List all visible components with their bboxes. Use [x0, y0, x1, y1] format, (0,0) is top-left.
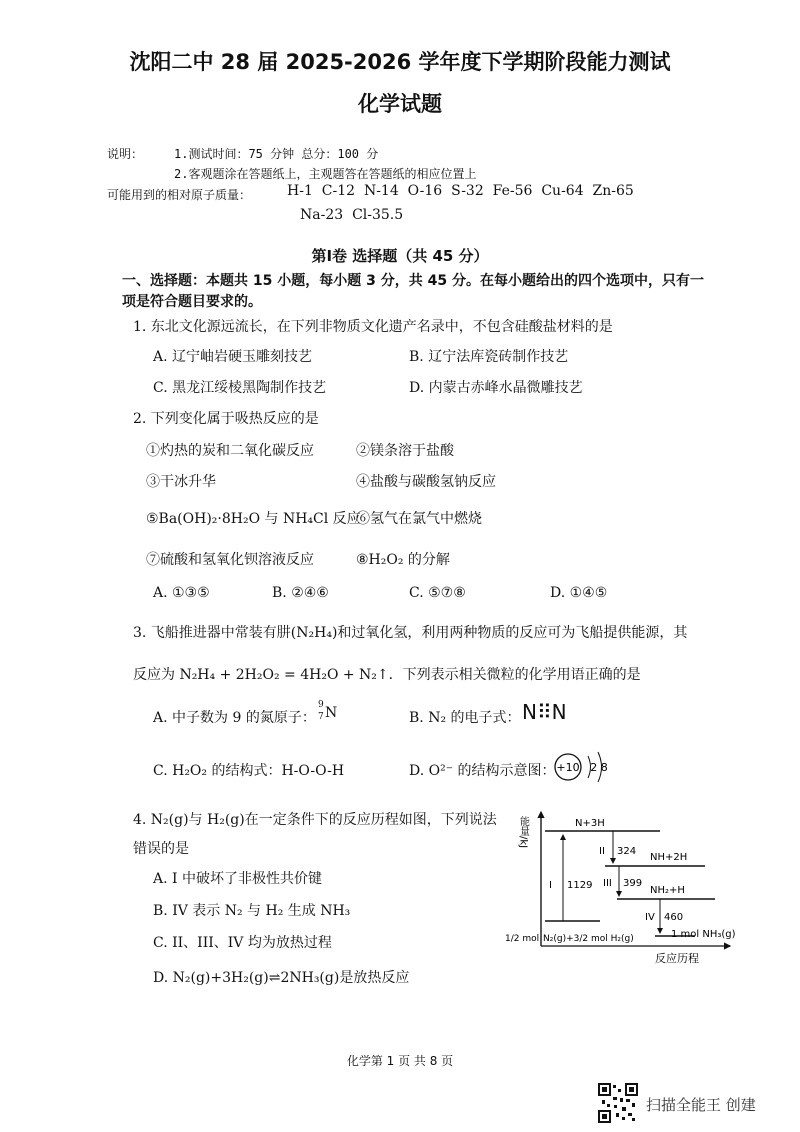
q1-option-c: C. 黑龙江绥棱黑陶制作技艺	[153, 380, 327, 396]
q2-stem: 2. 下列变化属于吸热反应的是	[133, 411, 319, 427]
section-intro-line2: 项是符合题目要求的。	[122, 294, 262, 310]
exam-title: 沈阳二中 28 届 2025-2026 学年度下学期阶段能力测试	[129, 50, 671, 74]
section-intro-line1: 一、选择题：本题共 15 小题，每小题 3 分，共 45 分。在每小题给出的四个选项中，只有一	[122, 273, 704, 289]
q2-option-b: B. ②④⑥	[272, 585, 329, 601]
section-heading: 第Ⅰ卷 选择题（共 45 分）	[311, 247, 489, 265]
step-iv-value: 460	[664, 912, 684, 923]
q2-item-6: ⑥氢气在氯气中燃烧	[356, 511, 482, 527]
q1-option-a: A. 辽宁岫岩硬玉雕刻技艺	[153, 349, 313, 365]
level-n-3h-label: N+3H	[575, 818, 605, 829]
q2-item-3: ③干冰升华	[146, 474, 216, 490]
q1-option-d: D. 内蒙古赤峰水晶微雕技艺	[409, 380, 583, 396]
level-nh2-h-label: NH₂+H	[650, 885, 685, 896]
q2-option-a: A. ①③⑤	[153, 585, 210, 601]
step-ii-value: 324	[617, 846, 637, 857]
q2-item-7: ⑦硫酸和氢氧化钡溶液反应	[146, 552, 314, 568]
energy-level-diagram	[505, 806, 745, 968]
q2-item-5: ⑤Ba(OH)₂·8H₂O 与 NH₄Cl 反应	[146, 511, 361, 527]
atomic-mass-row2: Na-23 Cl-35.5	[300, 207, 404, 223]
q3-option-a: A. 中子数为 9 的氮原子：	[153, 710, 316, 726]
scanner-watermark: 扫描全能王 创建	[646, 1096, 756, 1114]
x-axis-label: 反应历程	[655, 952, 699, 965]
level-nh-2h-label: NH+2H	[650, 852, 688, 863]
q1-option-b: B. 辽宁法库瓷砖制作技艺	[409, 349, 569, 365]
q2-item-2: ②镁条溶于盐酸	[356, 443, 454, 459]
q2-option-d: D. ①④⑤	[550, 585, 608, 601]
atomic-mass-row1: H-1 C-12 N-14 O-16 S-32 Fe-56 Cu-64 Zn-65	[287, 183, 634, 199]
qr-code	[598, 1083, 638, 1123]
q4-option-a: A. I 中破坏了非极性共价键	[153, 871, 322, 887]
atomic-mass-label: 可能用到的相对原子质量：	[107, 188, 252, 202]
svg-text:+10: +10	[556, 761, 580, 774]
start-level-label: N₂(g)+3/2 mol H₂(g)	[543, 934, 634, 944]
step-iii-value: 399	[623, 878, 643, 889]
q3-stem-line1: 3. 飞船推进器中常装有肼(N₂H₄)和过氧化氢，利用两种物质的反应可为飞船提供能源，其	[133, 625, 688, 641]
step-i-value: 1129	[567, 880, 593, 891]
y-axis-label: 能量/kJ	[517, 816, 529, 849]
q3-oxygen-ion-structure-diagram	[552, 746, 632, 788]
q3-option-c: C. H₂O₂ 的结构式：H-O-O-H	[153, 763, 345, 779]
q4-option-c: C. II、III、IV 均为放热过程	[153, 935, 332, 951]
q1-stem: 1. 东北文化源远流长，在下列非物质文化遗产名录中，不包含硅酸盐材料的是	[133, 319, 613, 335]
q3-option-d: D. O²⁻ 的结构示意图：	[409, 763, 556, 779]
exam-subtitle: 化学试题	[358, 92, 442, 116]
level-nh3-label: 1 mol NH₃(g)	[671, 929, 736, 940]
q2-item-4: ④盐酸与碳酸氢钠反应	[356, 474, 496, 490]
q4-stem-line1: 4. N₂(g)与 H₂(g)在一定条件下的反应历程如图，下列说法	[133, 812, 497, 828]
q3-stem-line2: 反应为 N₂H₄ + 2H₂O₂ = 4H₂O + N₂↑．下列表示相关微粒的化学用语正确的是	[133, 667, 641, 683]
q4-option-b: B. IV 表示 N₂ 与 H₂ 生成 NH₃	[153, 903, 351, 919]
notes-label: 说明：	[107, 147, 144, 161]
page-footer: 化学第 1 页 共 8 页	[346, 1054, 454, 1068]
q3-option-b: B. N₂ 的电子式：	[409, 710, 521, 726]
q4-option-d: D. N₂(g)+3H₂(g)⇌2NH₃(g)是放热反应	[153, 970, 410, 986]
notes-line2: 2.客观题涂在答题纸上，主观题答在答题纸的相应位置上	[174, 167, 477, 181]
q2-item-8: ⑧H₂O₂ 的分解	[356, 552, 450, 568]
q3-nuclide-notation: 9 7 N	[318, 700, 338, 722]
step-ii-roman: II	[599, 846, 605, 857]
q2-option-c: C. ⑤⑦⑧	[409, 585, 466, 601]
step-iv-roman: IV	[645, 912, 655, 923]
start-coefficient-label: 1/2 mol	[505, 934, 540, 944]
svg-text:2 8: 2 8	[590, 761, 608, 774]
q2-item-1: ①灼热的炭和二氧化碳反应	[146, 443, 314, 459]
q3-n2-electron-formula: N⠿N	[522, 700, 567, 724]
notes-line1: 1.测试时间：75 分钟 总分：100 分	[174, 147, 379, 161]
q4-stem-line2: 错误的是	[133, 841, 189, 857]
step-iii-roman: III	[603, 878, 612, 889]
step-i-roman: I	[549, 880, 552, 891]
